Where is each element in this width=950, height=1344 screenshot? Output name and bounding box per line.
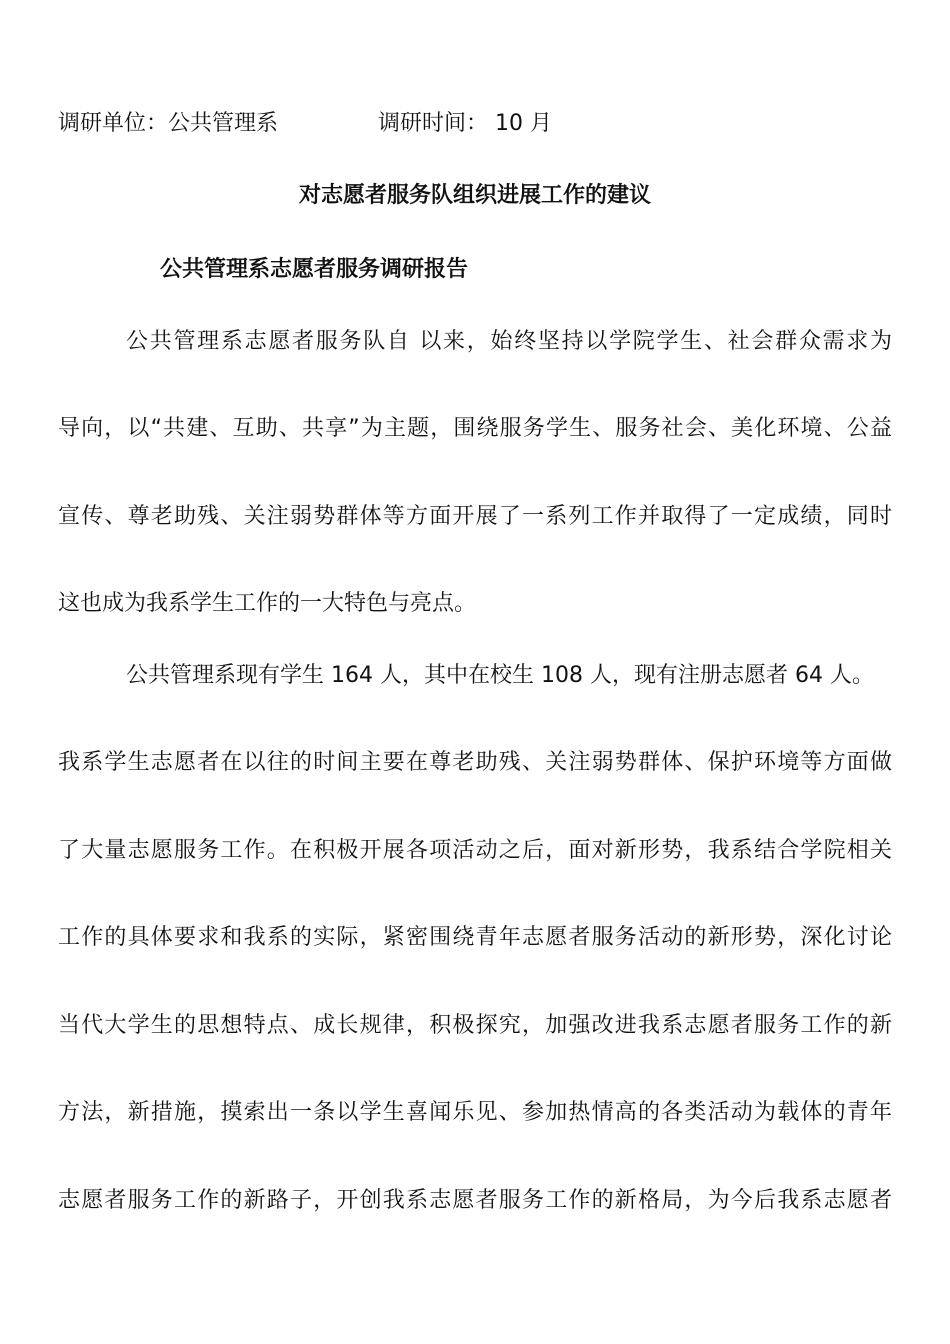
document-title: 对志愿者服务队组织进展工作的建议 — [298, 183, 651, 208]
paragraph-2-line-1: 公共管理系现有学生 164 人，其中在校生 108 人，现有注册志愿者 64 人。 — [126, 663, 874, 688]
paragraph-2-line-2: 我系学生志愿者在以往的时间主要在尊老助残、关注弱势群体、保护环境等方面做 — [58, 750, 892, 775]
paragraph-1-line-2: 导向，以“共建、互助、共享”为主题，围绕服务学生、服务社会、美化环境、公益 — [58, 416, 892, 441]
paragraph-2-line-7: 志愿者服务工作的新路子，开创我系志愿者服务工作的新格局，为今后我系志愿者 — [58, 1188, 892, 1213]
paragraph-1-line-3: 宣传、尊老助残、关注弱势群体等方面开展了一系列工作并取得了一定成绩，同时 — [58, 504, 892, 529]
document-subtitle: 公共管理系志愿者服务调研报告 — [160, 257, 469, 282]
paragraph-2-line-5: 当代大学生的思想特点、成长规律，积极探究，加强改进我系志愿者服务工作的新 — [58, 1013, 892, 1038]
paragraph-1-line-4: 这也成为我系学生工作的一大特色与亮点。 — [58, 591, 477, 616]
paragraph-2-line-3: 了大量志愿服务工作。在积极开展各项活动之后，面对新形势，我系结合学院相关 — [58, 838, 892, 863]
research-unit: 调研单位：公共管理系 — [58, 111, 279, 136]
header-meta — [58, 108, 552, 140]
paragraph-1-line-1: 公共管理系志愿者服务队自 以来，始终坚持以学院学生、社会群众需求为 — [126, 329, 892, 354]
paragraph-2-line-6: 方法，新措施，摸索出一条以学生喜闻乐见、参加热情高的各类活动为载体的青年 — [58, 1100, 892, 1125]
research-time: 调研时间： 10 月 — [378, 111, 552, 136]
paragraph-2-line-4: 工作的具体要求和我系的实际，紧密围绕青年志愿者服务活动的新形势，深化讨论 — [58, 925, 892, 950]
